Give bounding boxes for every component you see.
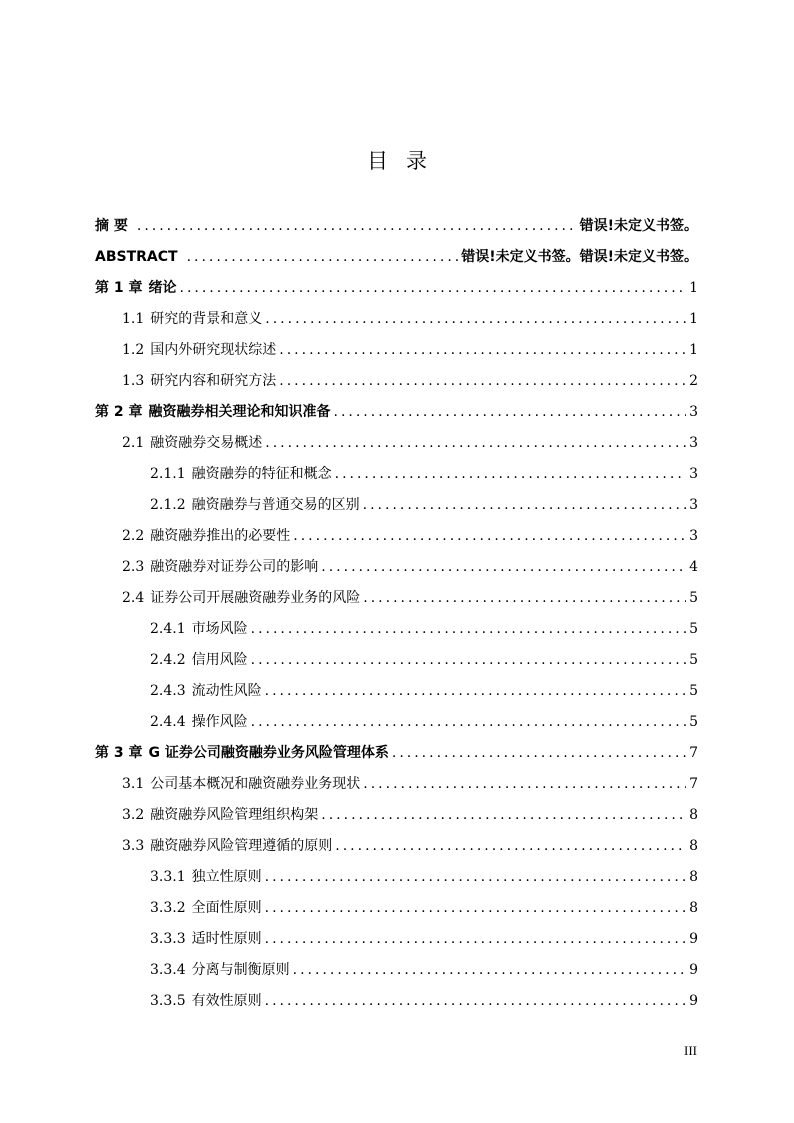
toc-entry-number: 3.3.4 bbox=[150, 962, 186, 978]
toc-entry-number: 3.3.5 bbox=[150, 993, 186, 1009]
toc-entry[interactable] bbox=[95, 835, 698, 866]
toc-dot-leader bbox=[279, 373, 686, 389]
toc-dot-leader bbox=[265, 931, 686, 947]
toc-entry[interactable] bbox=[95, 463, 698, 494]
toc-entry[interactable] bbox=[95, 215, 698, 246]
toc-entry[interactable] bbox=[95, 370, 698, 401]
toc-entry-page: 3 bbox=[689, 466, 698, 482]
toc-dot-leader bbox=[265, 869, 686, 885]
toc-entry[interactable] bbox=[95, 494, 698, 525]
toc-entry-label: 独立性原则 bbox=[191, 869, 262, 885]
toc-entry-label: 绪论 bbox=[148, 280, 177, 296]
toc-entry-page: 8 bbox=[689, 869, 698, 885]
toc-entry-label: 融资融券交易概述 bbox=[150, 435, 263, 451]
toc-entry[interactable] bbox=[95, 804, 698, 835]
toc-dot-leader bbox=[251, 621, 686, 637]
toc-title-char-1: 目 bbox=[367, 149, 388, 173]
toc-entry-label: 流动性风险 bbox=[191, 683, 262, 699]
toc-entry-page: 8 bbox=[689, 807, 698, 823]
toc-entry[interactable] bbox=[95, 897, 698, 928]
toc-entry-page: 5 bbox=[689, 621, 698, 637]
toc-entry-number: ABSTRACT bbox=[95, 249, 178, 265]
toc-entry-number: 2.4.1 bbox=[150, 621, 186, 637]
page-number: III bbox=[684, 1043, 697, 1058]
toc-entry[interactable] bbox=[95, 680, 698, 711]
toc-entry-label: 市场风险 bbox=[191, 621, 248, 637]
toc-dot-leader bbox=[265, 683, 686, 699]
toc-entry-page: 8 bbox=[689, 838, 698, 854]
toc-entry-label: 融资融券风险管理组织构架 bbox=[150, 807, 319, 823]
toc-entry-page: 错误!未定义书签。错误!未定义书签。 bbox=[461, 249, 698, 265]
toc-entry[interactable] bbox=[95, 308, 698, 339]
toc-entry-page: 9 bbox=[689, 931, 698, 947]
toc-entry-number: 1.2 bbox=[122, 342, 145, 358]
toc-dot-leader bbox=[335, 838, 686, 854]
toc-dot-leader bbox=[321, 559, 686, 575]
toc-entry-label: 研究内容和研究方法 bbox=[150, 373, 277, 389]
toc-entry[interactable] bbox=[95, 277, 698, 308]
toc-dot-leader bbox=[321, 807, 686, 823]
toc-entry[interactable] bbox=[95, 339, 698, 370]
toc-entry-label: 信用风险 bbox=[191, 652, 248, 668]
toc-entry-number: 第 3 章 bbox=[95, 745, 143, 761]
toc-entry-label: 操作风险 bbox=[191, 714, 248, 730]
toc-entry-label: 融资融券对证券公司的影响 bbox=[150, 559, 319, 575]
toc-entry-page: 2 bbox=[689, 373, 698, 389]
toc-dot-leader bbox=[392, 745, 686, 761]
toc-entry-page: 3 bbox=[689, 435, 698, 451]
toc-dot-leader bbox=[334, 404, 687, 420]
toc-entry[interactable] bbox=[95, 990, 698, 1021]
toc-entry-label: 融资融券的特征和概念 bbox=[191, 466, 332, 482]
toc-entry-page: 5 bbox=[689, 683, 698, 699]
toc-entry[interactable] bbox=[95, 246, 698, 277]
toc-dot-leader bbox=[251, 714, 686, 730]
toc-entry-number: 2.4.2 bbox=[150, 652, 186, 668]
toc-entry[interactable] bbox=[95, 773, 698, 804]
toc-entry-page: 7 bbox=[689, 776, 698, 792]
toc-entry[interactable] bbox=[95, 432, 698, 463]
toc-entry-page: 8 bbox=[689, 900, 698, 916]
toc-entry-number: 2.1.2 bbox=[150, 497, 186, 513]
toc-entry-number: 2.4.3 bbox=[150, 683, 186, 699]
toc-entry-page: 错误!未定义书签。 bbox=[579, 218, 698, 234]
toc-entry-number: 摘 要 bbox=[95, 218, 128, 234]
toc-entry-label: 国内外研究现状综述 bbox=[150, 342, 277, 358]
toc-dot-leader bbox=[265, 993, 686, 1009]
toc-dot-leader bbox=[187, 249, 459, 265]
toc-entry-number: 1.3 bbox=[122, 373, 145, 389]
toc-entry[interactable] bbox=[95, 556, 698, 587]
toc-entry[interactable] bbox=[95, 618, 698, 649]
toc-entry-number: 3.3.1 bbox=[150, 869, 186, 885]
toc-entry-number: 3.3 bbox=[122, 838, 145, 854]
toc-dot-leader bbox=[363, 776, 686, 792]
toc-entry-label: 融资融券推出的必要性 bbox=[150, 528, 291, 544]
toc-entry-number: 2.3 bbox=[122, 559, 145, 575]
toc-entry-number: 3.3.2 bbox=[150, 900, 186, 916]
toc-entry-number: 2.1 bbox=[122, 435, 145, 451]
toc-entry-label: 融资融券与普通交易的区别 bbox=[191, 497, 360, 513]
toc-entry-page: 5 bbox=[689, 714, 698, 730]
toc-entry-label: 适时性原则 bbox=[191, 931, 262, 947]
toc-entry-page: 7 bbox=[689, 745, 698, 761]
toc-entry-label: 证券公司开展融资融券业务的风险 bbox=[150, 590, 361, 606]
toc-entry[interactable] bbox=[95, 959, 698, 990]
toc-entry-label: 分离与制衡原则 bbox=[191, 962, 290, 978]
toc-entry-label: 有效性原则 bbox=[191, 993, 262, 1009]
toc-entry-page: 9 bbox=[689, 993, 698, 1009]
toc-dot-leader bbox=[293, 528, 686, 544]
toc-entry-page: 5 bbox=[689, 590, 698, 606]
toc-dot-leader bbox=[335, 466, 686, 482]
toc-entry[interactable] bbox=[95, 649, 698, 680]
toc-list bbox=[95, 215, 698, 1021]
toc-entry[interactable] bbox=[95, 401, 698, 432]
toc-entry-number: 3.2 bbox=[122, 807, 145, 823]
toc-dot-leader bbox=[363, 590, 686, 606]
toc-entry-page: 9 bbox=[689, 962, 698, 978]
toc-entry[interactable] bbox=[95, 928, 698, 959]
toc-dot-leader bbox=[137, 218, 577, 234]
toc-dot-leader bbox=[363, 497, 686, 513]
toc-entry-page: 3 bbox=[689, 497, 698, 513]
toc-entry-number: 3.1 bbox=[122, 776, 145, 792]
toc-title-char-2: 录 bbox=[406, 149, 427, 173]
toc-entry-label: 全面性原则 bbox=[191, 900, 262, 916]
toc-dot-leader bbox=[265, 435, 686, 451]
toc-dot-leader bbox=[279, 342, 686, 358]
toc-entry-number: 1.1 bbox=[122, 311, 145, 327]
toc-entry-page: 1 bbox=[689, 342, 698, 358]
toc-entry-label: 融资融券相关理论和知识准备 bbox=[148, 404, 331, 420]
toc-entry-page: 1 bbox=[689, 311, 698, 327]
toc-entry-label: G 证券公司融资融券业务风险管理体系 bbox=[148, 745, 389, 761]
toc-entry-number: 3.3.3 bbox=[150, 931, 186, 947]
toc-entry-page: 1 bbox=[689, 280, 698, 296]
toc-entry-page: 5 bbox=[689, 652, 698, 668]
toc-entry-label: 研究的背景和意义 bbox=[150, 311, 263, 327]
toc-title bbox=[0, 145, 794, 175]
toc-entry-number: 2.4 bbox=[122, 590, 145, 606]
toc-entry-page: 3 bbox=[689, 404, 698, 420]
toc-dot-leader bbox=[180, 280, 687, 296]
toc-dot-leader bbox=[265, 900, 686, 916]
toc-entry[interactable] bbox=[95, 711, 698, 742]
toc-entry-label: 融资融券风险管理遵循的原则 bbox=[150, 838, 333, 854]
toc-dot-leader bbox=[265, 311, 686, 327]
toc-entry[interactable] bbox=[95, 742, 698, 773]
toc-entry-page: 4 bbox=[689, 559, 698, 575]
toc-entry[interactable] bbox=[95, 525, 698, 556]
toc-entry-number: 2.1.1 bbox=[150, 466, 186, 482]
toc-entry-label: 公司基本概况和融资融券业务现状 bbox=[150, 776, 361, 792]
toc-entry-number: 2.2 bbox=[122, 528, 145, 544]
toc-entry-page: 3 bbox=[689, 528, 698, 544]
toc-entry-number: 第 2 章 bbox=[95, 404, 143, 420]
toc-entry-number: 2.4.4 bbox=[150, 714, 186, 730]
toc-dot-leader bbox=[293, 962, 686, 978]
toc-entry[interactable] bbox=[95, 587, 698, 618]
toc-dot-leader bbox=[251, 652, 686, 668]
toc-entry-number: 第 1 章 bbox=[95, 280, 143, 296]
toc-entry[interactable] bbox=[95, 866, 698, 897]
